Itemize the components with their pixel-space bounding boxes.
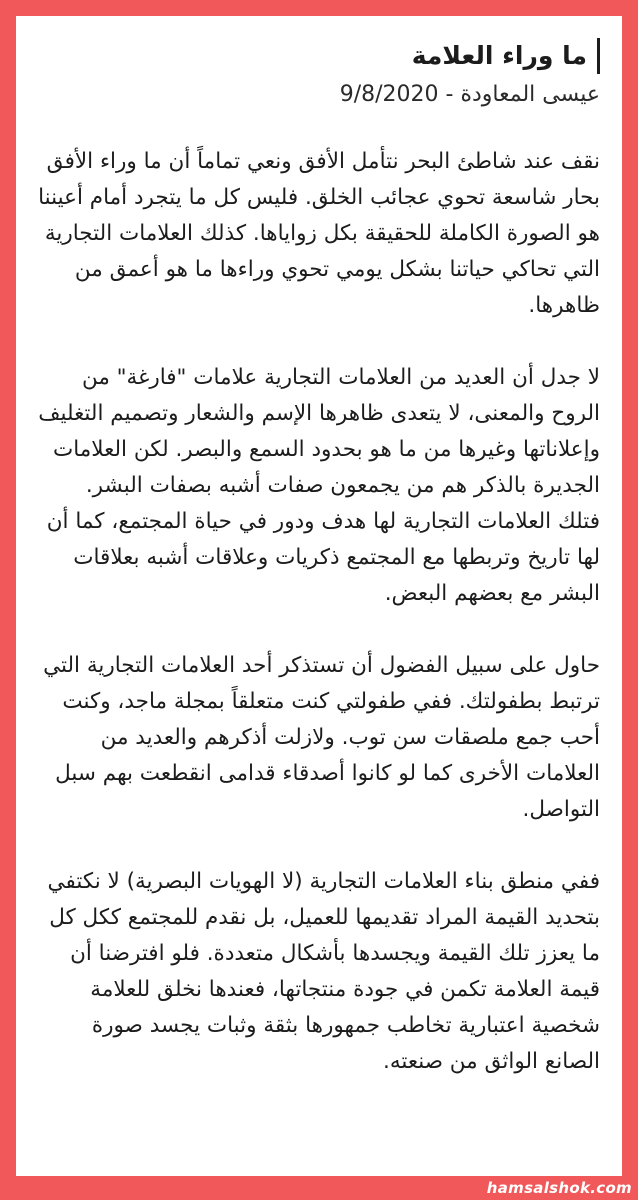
site-watermark: hamsalshok.com [486, 1179, 632, 1197]
paragraph: ففي منطق بناء العلامات التجارية (لا الهويات البصرية) لا نكتفي بتحديد القيمة المراد تقديمها للعميل، بل نقدم للمجتمع ككل كل ما يعزز تلك القيمة ويجسدها بأشكال متعددة. فلو افترضنا أن قيمة العلامة تكمن في جودة منتجاتها، فعندها نخلق للعلامة شخصية اعتبارية تخاطب جمهورها بثقة وثبات يجسد صورة الصانع الواثق من صنعته. [47, 869, 600, 1074]
author-name: عيسى المعاودة [460, 82, 600, 107]
paragraph: نقف عند شاطئ البحر نتأمل الأفق ونعي تماماً أن ما وراء الأفق بحار شاسعة تحوي عجائب الخلق. فليس كل ما يتجرد أمام أعيننا هو الصورة الكاملة للحقيقة بكل زواياها. كذلك العلامات التجارية التي تحاكي حياتنا بشكل يومي تحوي وراءها ما هو أعمق من ظاهرها. [38, 149, 600, 318]
paragraph: حاول على سبيل الفضول أن تستذكر أحد العلامات التجارية التي ترتبط بطفولتك. ففي طفولتي كنت متعلقاً بمجلة ماجد، وكنت أحب جمع ملصقات سن توب. ولازلت أذكرهم والعديد من العلامات الأخرى كما لو كانوا أصدقاء قدامى انقطعت بهم سبل التواصل. [43, 653, 600, 822]
article-title: ما وراء العلامة [412, 38, 600, 74]
article-body [38, 144, 600, 1080]
byline-separator: - [438, 82, 461, 107]
article-card [16, 16, 622, 1176]
publish-date: 9/8/2020 [339, 82, 439, 107]
article-byline [38, 78, 600, 112]
paragraph: لا جدل أن العديد من العلامات التجارية علامات "فارغة" من الروح والمعنى، لا يتعدى ظاهرها الإسم والشعار وتصميم التغليف وإعلاناتها وغيرها من ما هو بحدود السمع والبصر. لكن العلامات الجديرة بالذكر هم من يجمعون صفات أشبه بصفات البشر. فتلك العلامات التجارية لها هدف ودور في حياة المجتمع، كما أن لها تاريخ وتربطها مع المجتمع ذكريات وعلاقات أشبه بعلاقات البشر مع بعضهم البعض. [38, 365, 600, 606]
